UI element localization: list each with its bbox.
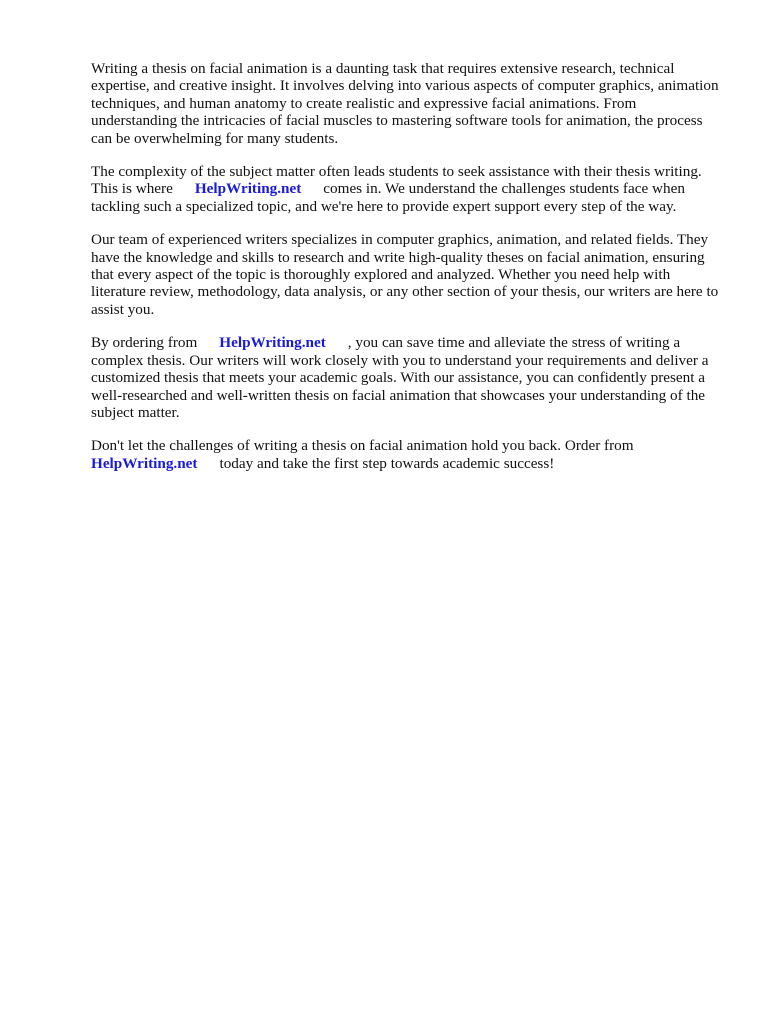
paragraph-intro	[91, 60, 721, 147]
paragraph-team-text: Our team of experienced writers specializes in computer graphics, animation, and related fields. They have the knowledge and skills to research and write high-quality theses on facial animation, ensuring that every aspect of the topic is thoroughly explored and analyzed. Whether you need help with literature review, methodology, data analysis, or any other section of your thesis, our writers are here to assist you.	[91, 231, 719, 318]
document-page	[91, 60, 721, 488]
paragraph-ordering-text-after: , you can save time and alleviate the stress of writing a complex thesis. Our writers will work closely with you to understand your requirements and deliver a customized thesis that meets your academic goals. With our assistance, you can confidently present a well-researched and well-written thesis on facial animation that showcases your understanding of the subject matter.	[91, 334, 709, 421]
paragraph-closing	[91, 437, 721, 472]
paragraph-complexity-text-after: comes in. We understand the challenges students face when tackling such a specialized topic, and we're here to provide expert support every step of the way.	[91, 180, 685, 215]
paragraph-complexity-text-before: The complexity of the subject matter often leads students to seek assistance with their thesis writing. This is where	[91, 163, 702, 198]
paragraph-complexity	[91, 163, 721, 215]
paragraph-closing-text-after: today and take the first step towards academic success!	[219, 454, 555, 472]
helpwriting-link[interactable]: HelpWriting.net	[219, 334, 326, 352]
paragraph-ordering-text-before: By ordering from	[91, 334, 198, 352]
helpwriting-link[interactable]: HelpWriting.net	[194, 180, 302, 198]
paragraph-intro-text: Writing a thesis on facial animation is a daunting task that requires extensive research, technical expertise, and creative insight. It involves delving into various aspects of computer graphics, animation techniques, and human anatomy to create realistic and expressive facial animations. From understanding the intricacies of facial muscles to mastering software tools for animation, the process can be overwhelming for many students.	[91, 60, 719, 147]
helpwriting-link[interactable]: HelpWriting.net	[91, 454, 198, 472]
paragraph-ordering	[91, 334, 721, 421]
paragraph-team	[91, 231, 721, 318]
paragraph-closing-text-before: Don't let the challenges of writing a thesis on facial animation hold you back. Order from	[91, 437, 634, 455]
